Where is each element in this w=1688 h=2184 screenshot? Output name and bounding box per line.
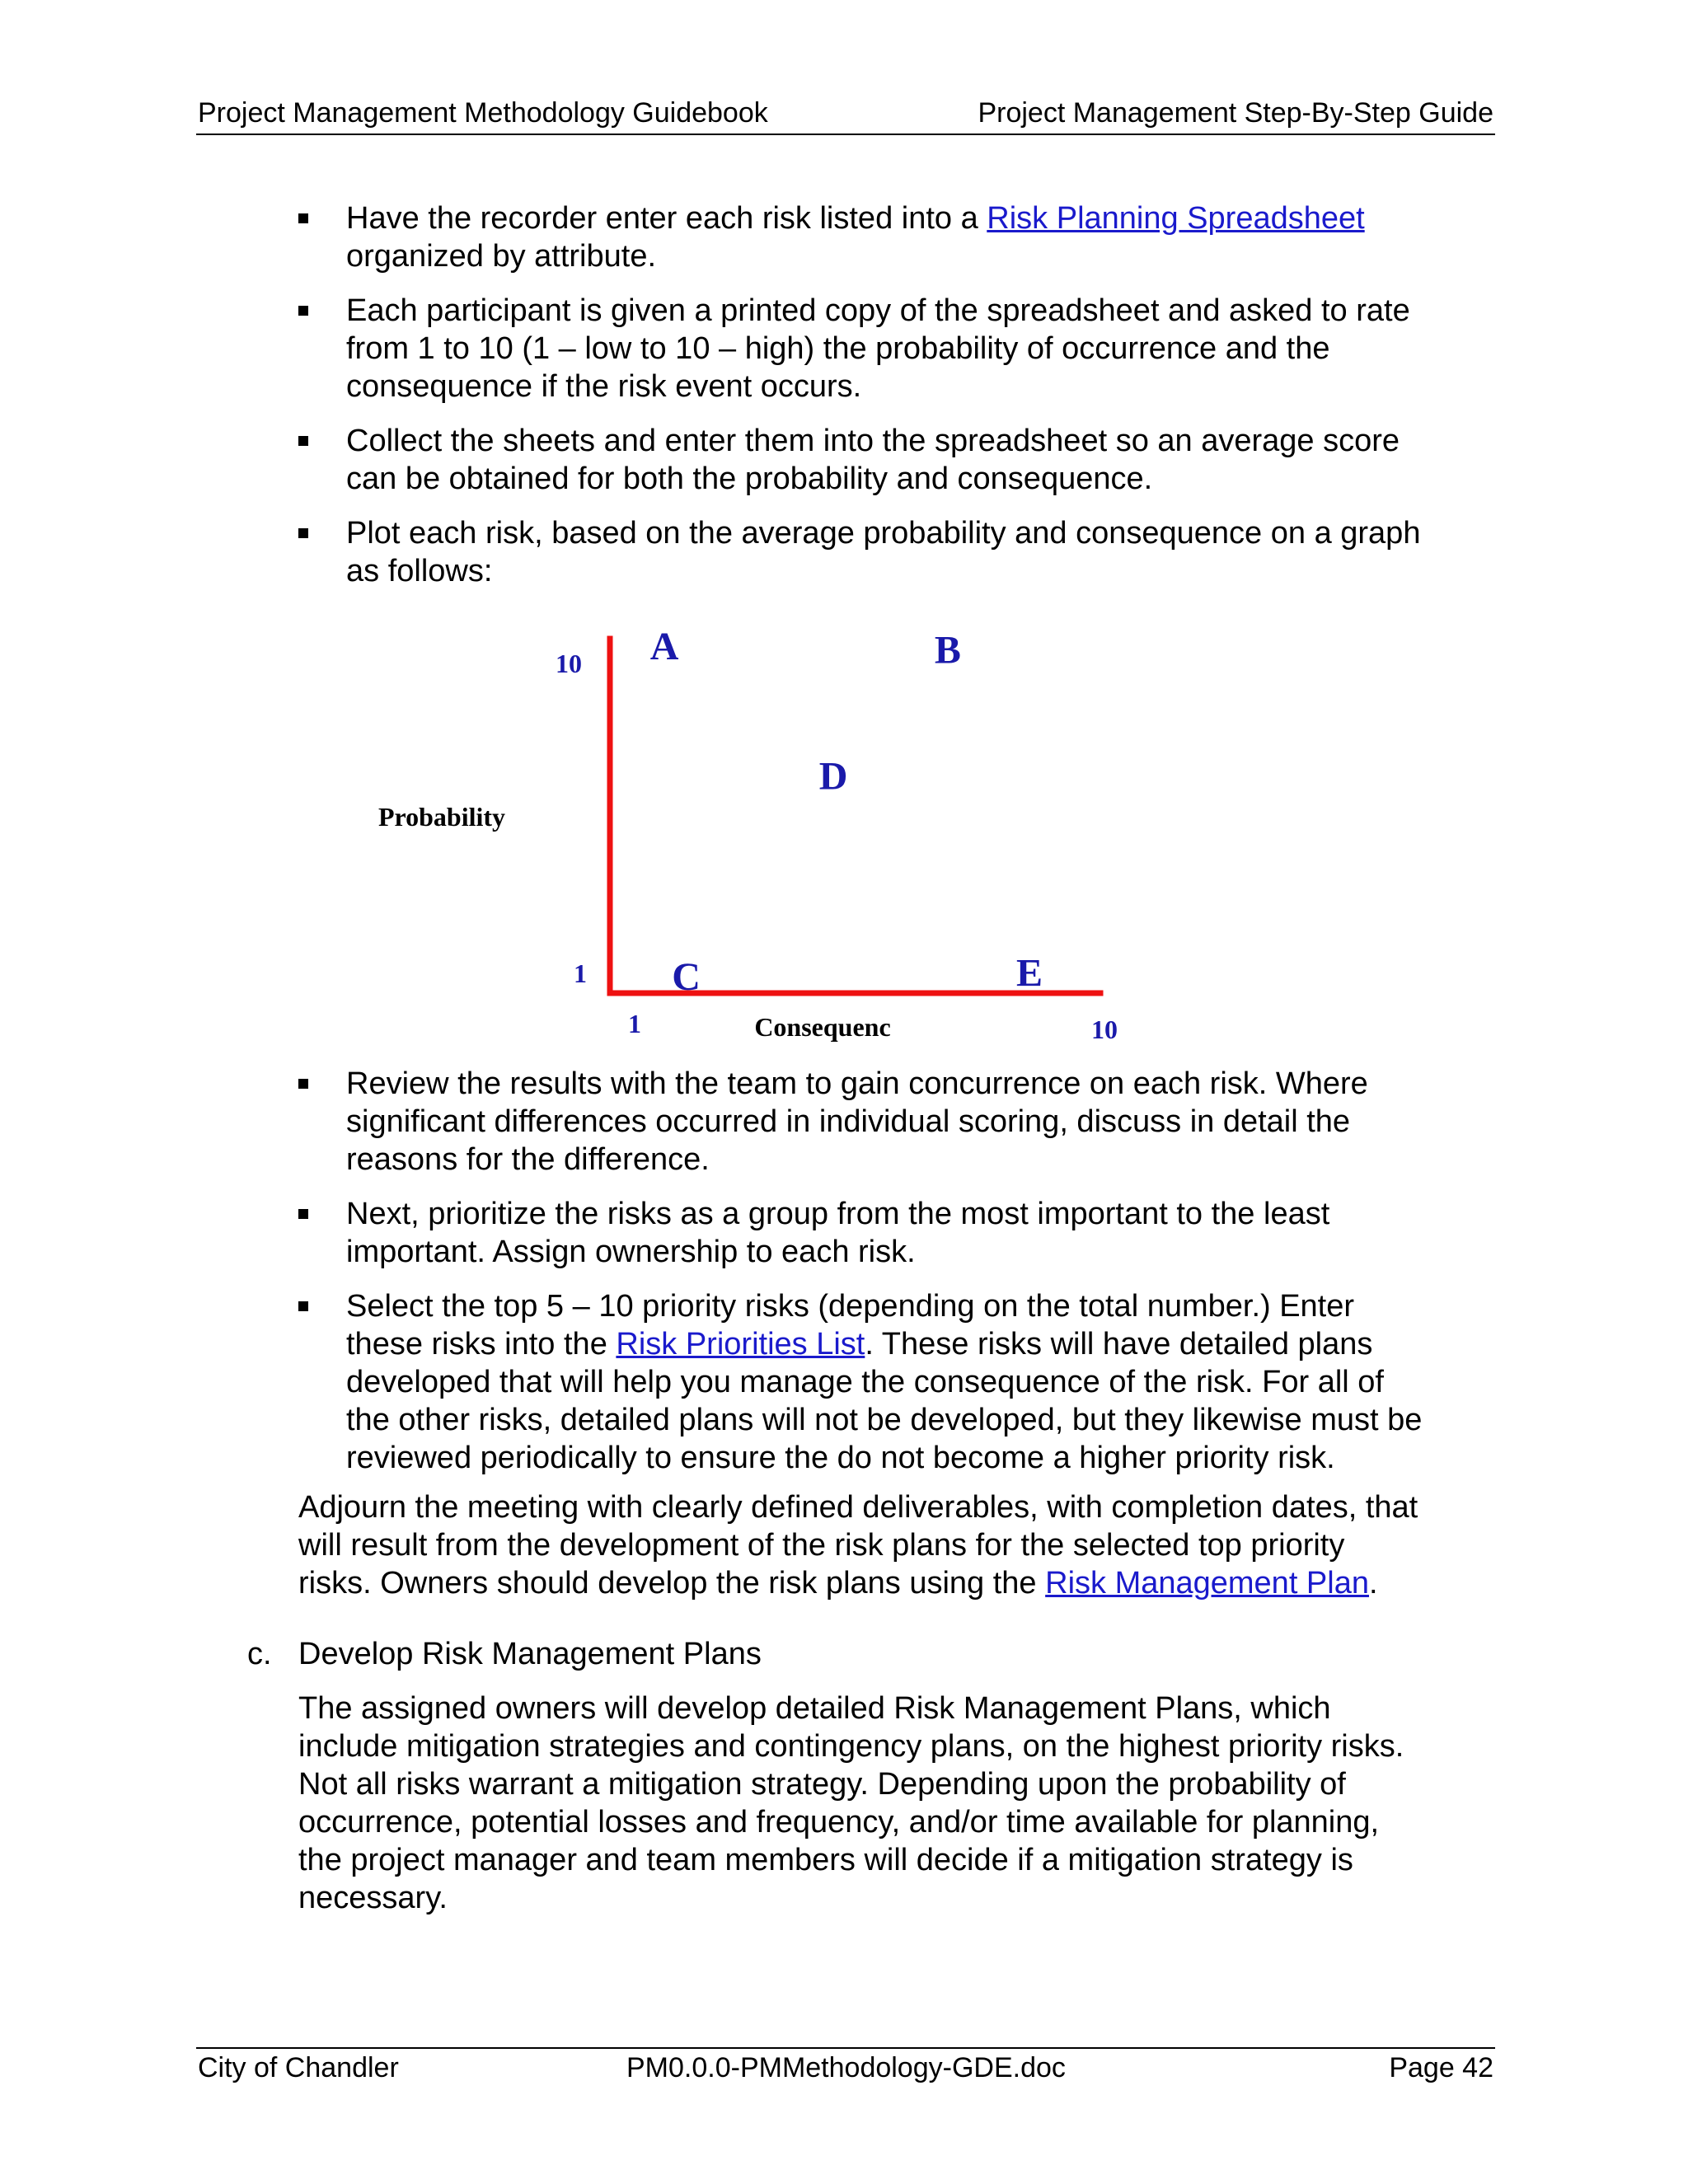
footer-left: City of Chandler [198,2052,399,2083]
bullet-text: can be obtained for both the probability and consequence. [346,462,1153,496]
risk-point-a: A [649,624,679,668]
paragraph-line: risks. Owners should develop the risk plans using the [298,1566,1046,1601]
risk-planning-spreadsheet-link[interactable]: Risk Planning Spreadsheet [987,201,1365,236]
bullet-marker [298,1079,308,1089]
bullet-text: reviewed periodically to ensure the do not become a higher priority risk. [346,1441,1335,1475]
bullet-text: developed that will help you manage the consequence of the risk. For all of [346,1365,1384,1399]
y-tick-label-max: 10 [556,649,582,678]
bullet-text: the other risks, detailed plans will not be developed, but they likewise must be [346,1403,1423,1437]
x-tick-label-max: 10 [1091,1015,1118,1044]
paragraph-line: necessary. [298,1881,448,1915]
paragraph-line: occurrence, potential losses and frequency, and/or time available for planning, [298,1805,1380,1840]
bullet-text: reasons for the difference. [346,1142,710,1177]
bullet-text: Each participant is given a printed copy of the spreadsheet and asked to rate [346,293,1410,328]
bullet-marker [298,1209,308,1219]
header-right: Project Management Step-By-Step Guide [978,97,1493,129]
bullet-text: . These risks will have detailed plans [865,1327,1373,1361]
header-left: Project Management Methodology Guidebook [198,97,768,129]
bullet-text: significant differences occurred in individual scoring, discuss in detail the [346,1104,1351,1139]
section-c-heading [247,1635,1500,1673]
page-footer [198,2052,1493,2088]
bullet-text: Next, prioritize the risks as a group from the most important to the least [346,1197,1330,1231]
section-c-paragraph [298,1690,1502,1917]
bullet-text: important. Assign ownership to each risk. [346,1235,916,1269]
paragraph-line: The assigned owners will develop detailed Risk Management Plans, which [298,1691,1331,1726]
bullet-text: Plot each risk, based on the average probability and consequence on a graph [346,516,1421,551]
bullet-text: as follows: [346,554,493,588]
y-axis-label: Probability [377,802,506,832]
bullet-text: organized by attribute. [346,239,657,274]
bullet-text: Have the recorder enter each risk listed into a [346,201,987,236]
footer-rule [196,2047,1495,2049]
footer-right: Page 42 [1389,2052,1493,2083]
paragraph-line: Not all risks warrant a mitigation strategy. Depending upon the probability of [298,1767,1346,1802]
risk-management-plan-link[interactable]: Risk Management Plan [1045,1566,1369,1601]
bullet-text: from 1 to 10 (1 – low to 10 – high) the probability of occurrence and the [346,331,1330,366]
bullet-text: Review the results with the team to gain concurrence on each risk. Where [346,1066,1368,1101]
bullet-text: these risks into the [346,1327,617,1361]
y-tick-label-min: 1 [574,958,587,988]
paragraph-line: include mitigation strategies and contingency plans, on the highest priority risks. [298,1729,1404,1764]
x-tick-label-min: 1 [628,1009,641,1038]
bullet-text: Select the top 5 – 10 priority risks (depending on the total number.) Enter [346,1289,1355,1324]
adjourn-paragraph [298,1488,1502,1602]
paragraph-line: . [1368,1566,1378,1601]
bullet-text: Collect the sheets and enter them into the spreadsheet so an average score [346,424,1400,458]
risk-priorities-list-link[interactable]: Risk Priorities List [616,1327,865,1361]
bullet-marker [298,1301,308,1311]
risk-point-b: B [934,628,961,673]
risk-point-d: D [818,754,848,799]
footer-center: PM0.0.0-PMMethodology-GDE.doc [626,2052,1066,2083]
paragraph-line: will result from the development of the risk plans for the selected top priority [298,1528,1345,1563]
section-marker: c. [247,1637,272,1671]
paragraph-line: the project manager and team members will decide if a mitigation strategy is [298,1843,1353,1877]
risk-plot-chart [0,0,1688,1071]
risk-point-e: E [1016,951,1043,996]
paragraph-line: Adjourn the meeting with clearly defined deliverables, with completion dates, that [298,1490,1418,1525]
bullet-text: consequence if the risk event occurs. [346,369,862,404]
risk-point-c: C [672,955,701,1000]
section-title: Develop Risk Management Plans [298,1637,762,1671]
x-axis-label: Consequenc [754,1012,891,1042]
data-points [650,625,1043,999]
